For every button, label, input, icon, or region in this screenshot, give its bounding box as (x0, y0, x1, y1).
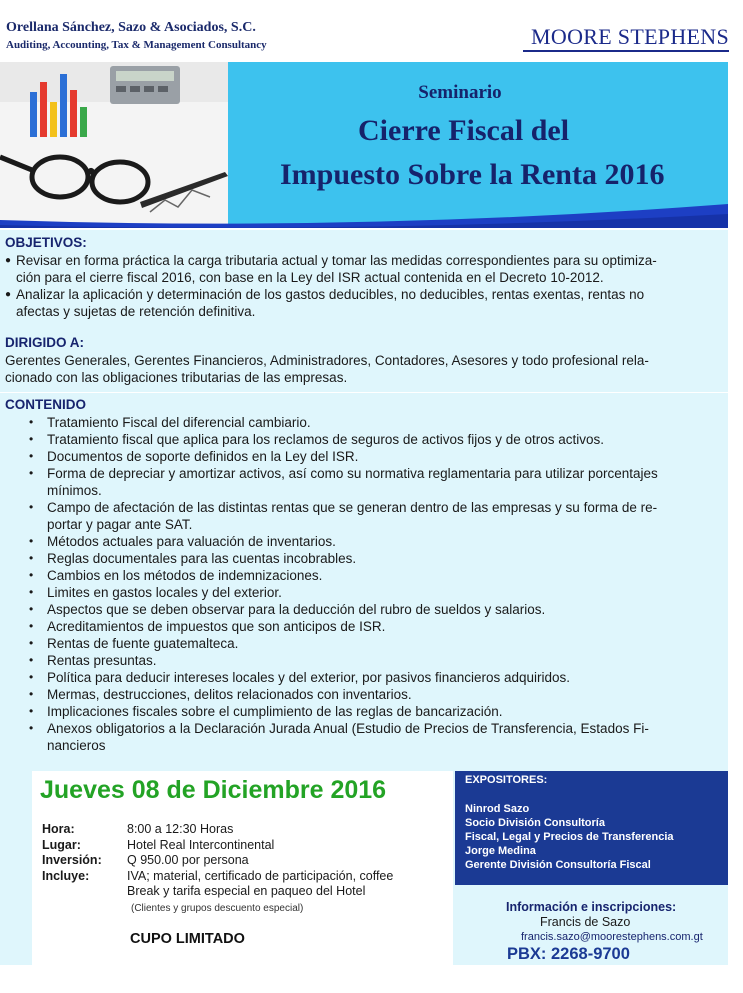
content-item-line: • Rentas presuntas. (47, 653, 157, 668)
contact-name: Francis de Sazo (540, 915, 631, 929)
content-item-line: • Campo de afectación de las distintas rentas que se generan dentro de las empresas y su forma de re- (47, 500, 658, 515)
content-item-line: • Cambios en los métodos de indemnizaciones. (47, 568, 323, 583)
content-item (0, 669, 728, 686)
content-item (0, 448, 728, 465)
content-item-line: • Política para deducir intereses locales y del exterior, por pasivos financieros adquiridos. (47, 670, 571, 685)
content-item (0, 601, 728, 618)
bullet: ● (5, 255, 12, 266)
content-list (0, 414, 728, 754)
hora-label: Hora: (42, 822, 75, 836)
speaker-line: Gerente División Consultoría Fiscal (465, 859, 651, 871)
objetivos-heading: OBJETIVOS: (5, 235, 87, 250)
content-item (0, 567, 728, 584)
registration-heading: Información e inscripciones: (506, 900, 677, 914)
content-item-line: portar y pagar ante SAT. (47, 517, 193, 532)
content-item-line: • Limites en gastos locales y del exterior. (47, 585, 282, 600)
firm-name: Orellana Sánchez, Sazo & Asociados, S.C. (6, 20, 256, 35)
content-item (0, 550, 728, 567)
contact-phone: PBX: 2268-9700 (507, 945, 630, 963)
objetivo-item-2-line1: Analizar la aplicación y determinación de los gastos deducibles, no deducibles, rentas exentas, rentas no (16, 287, 645, 302)
inversion-label: Inversión: (42, 853, 102, 867)
content-item (0, 618, 728, 635)
banner-title-line1: Cierre Fiscal del (358, 114, 570, 147)
banner-kicker: Seminario (418, 82, 502, 103)
content-item-line: • Reglas documentales para las cuentas incobrables. (47, 551, 357, 566)
speaker-line: Jorge Medina (465, 845, 536, 857)
lugar-label: Lugar: (42, 838, 81, 852)
content-item-line: mínimos. (47, 483, 102, 498)
brand-underline (523, 50, 729, 52)
objetivo-item-1-line2: ción para el cierre fiscal 2016, con base en la Ley del ISR actual contenida en el Decreto 10-2012. (16, 270, 604, 285)
dirigido-line2: cionado con las obligaciones tributarias de las empresas. (5, 370, 348, 385)
content-item (0, 533, 728, 550)
dirigido-heading: DIRIGIDO A: (5, 335, 84, 350)
inversion-value: Q 950.00 por persona (127, 853, 249, 867)
content-item (0, 652, 728, 669)
content-item (0, 584, 728, 601)
content-item (0, 635, 728, 652)
content-item-line: nancieros (47, 738, 106, 753)
lugar-value: Hotel Real Intercontinental (127, 838, 275, 852)
hora-value: 8:00 a 12:30 Horas (127, 822, 234, 836)
speaker-line: Fiscal, Legal y Precios de Transferencia (465, 831, 674, 843)
incluye-value-continued: Break y tarifa especial en paqueo del Hotel (127, 884, 366, 898)
bullet: ● (5, 289, 12, 300)
content-item-line: • Métodos actuales para valuación de inventarios. (47, 534, 336, 549)
banner-title-line2: Impuesto Sobre la Renta 2016 (280, 158, 665, 191)
dirigido-line1: Gerentes Generales, Gerentes Financieros, Administradores, Contadores, Asesores y todo profesional rela- (5, 353, 649, 368)
seminar-banner (0, 62, 728, 228)
firm-subtitle: Auditing, Accounting, Tax & Management Consultancy (6, 39, 267, 51)
contact-email-link[interactable]: francis.sazo@moorestephens.com.gt (521, 931, 703, 943)
content-item-line: • Mermas, destrucciones, delitos relacionados con inventarios. (47, 687, 412, 702)
content-item (0, 720, 728, 754)
speaker-line: Socio División Consultoría (465, 817, 605, 829)
expositores-heading: EXPOSITORES: (465, 774, 548, 786)
content-item (0, 414, 728, 431)
objetivo-item-2-line2: afectas y sujetas de retención definitiva. (16, 304, 256, 319)
speaker-line: Ninrod Sazo (465, 803, 530, 815)
content-item (0, 465, 728, 499)
content-item-line: • Aspectos que se deben observar para la deducción del rubro de sueldos y salarios. (47, 602, 546, 617)
content-item (0, 686, 728, 703)
content-item-line: • Implicaciones fiscales sobre el cumplimiento de las reglas de bancarización. (47, 704, 503, 719)
content-item-line: • Forma de depreciar y amortizar activos, así como su normativa reglamentaria para utilizar porcentajes (47, 466, 658, 481)
incluye-label: Incluye: (42, 869, 90, 883)
content-item-line: • Tratamiento Fiscal del diferencial cambiario. (47, 415, 311, 430)
limited-seats-label: CUPO LIMITADO (130, 931, 245, 947)
content-item-line: • Rentas de fuente guatemalteca. (47, 636, 239, 651)
discount-note: (Clientes y grupos descuento especial) (131, 903, 304, 914)
incluye-value: IVA; material, certificado de participación, coffee (127, 869, 394, 883)
contenido-heading: CONTENIDO (5, 397, 86, 412)
content-item-line: • Tratamiento fiscal que aplica para los reclamos de seguros de activos fijos y de otros activos. (47, 432, 605, 447)
event-date: Jueves 08 de Diciembre 2016 (40, 776, 387, 804)
content-item-line: • Anexos obligatorios a la Declaración Jurada Anual (Estudio de Precios de Transferencia, Estados Fi- (47, 721, 649, 736)
content-item (0, 499, 728, 533)
objetivo-item-1-line1: Revisar en forma práctica la carga tributaria actual y tomar las medidas correspondientes para su optimiza- (16, 253, 657, 268)
brand-logo-text: MOORE STEPHENS (531, 24, 729, 49)
content-item-line: • Documentos de soporte definidos en la Ley del ISR. (47, 449, 359, 464)
content-item-line: • Acreditamientos de impuestos que son anticipos de ISR. (47, 619, 386, 634)
content-item (0, 431, 728, 448)
content-item (0, 703, 728, 720)
